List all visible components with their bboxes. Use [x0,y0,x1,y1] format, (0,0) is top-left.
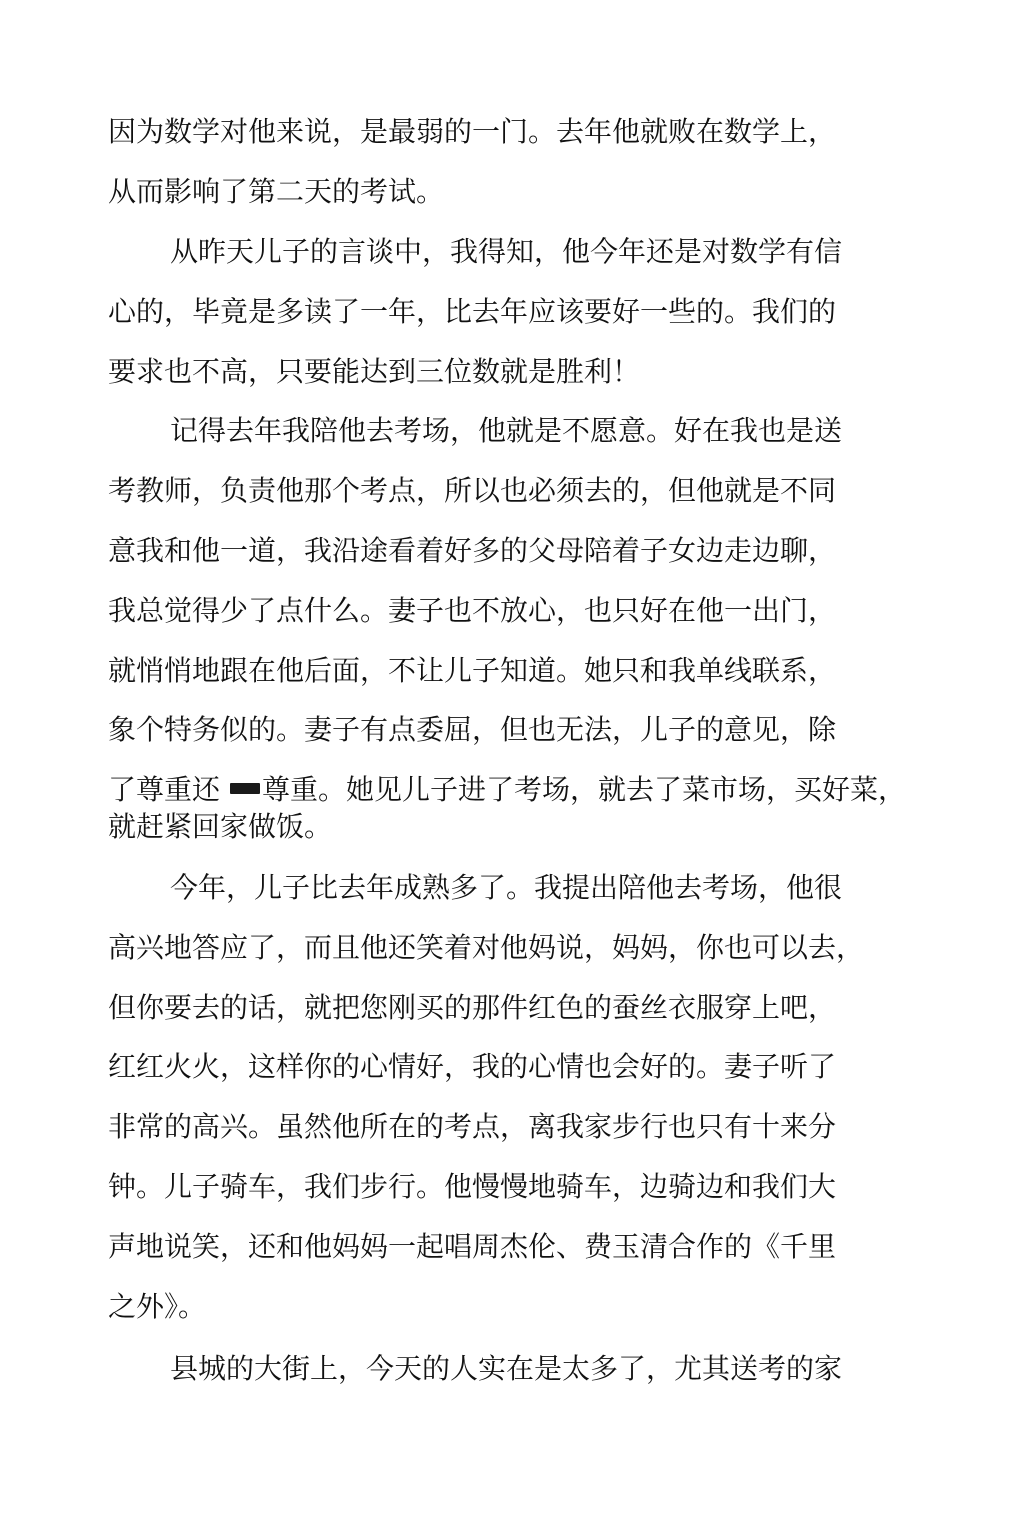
text-line: 就赶紧回家做饭。 [108,810,333,843]
ink-smudge-mark [230,783,260,794]
text-line: 非常的高兴。虽然他所在的考点，离我家步行也只有十来分 [108,1110,837,1143]
text-segment: 了尊重还 [108,773,221,806]
text-line: 意我和他一道，我沿途看着好多的父母陪着子女边走边聊， [108,534,837,567]
text-line: 我总觉得少了点什么。妻子也不放心，也只好在他一出门， [108,594,837,627]
text-line: 心的，毕竟是多读了一年，比去年应该要好一些的。我们的 [108,295,837,328]
text-line [108,773,906,807]
text-line: 象个特务似的。妻子有点委屈，但也无法，儿子的意见，除 [108,713,837,746]
text-line: 钟。儿子骑车，我们步行。他慢慢地骑车，边骑边和我们大 [108,1170,837,1203]
text-segment: 尊重。她见儿子进了考场，就去了菜市场，买好菜， [262,773,907,806]
text-line: 今年，儿子比去年成熟多了。我提出陪他去考场，他很 [170,871,843,904]
text-line: 之外》。 [108,1290,207,1323]
text-line: 红红火火，这样你的心情好，我的心情也会好的。妻子听了 [108,1050,837,1083]
text-line: 记得去年我陪他去考场，他就是不愿意。好在我也是送 [170,414,843,447]
text-line: 但你要去的话，就把您刚买的那件红色的蚕丝衣服穿上吧， [108,991,837,1024]
text-line: 因为数学对他来说，是最弱的一门。去年他就败在数学上， [108,115,837,148]
text-line: 声地说笑，还和他妈妈一起唱周杰伦、费玉清合作的《千里 [108,1230,837,1263]
text-line: 高兴地答应了，而且他还笑着对他妈说，妈妈，你也可以去， [108,931,865,964]
text-line: 考教师，负责他那个考点，所以也必须去的，但他就是不同 [108,474,837,507]
text-line: 县城的大街上，今天的人实在是太多了，尤其送考的家 [170,1352,843,1385]
text-line: 从而影响了第二天的考试。 [108,175,445,208]
text-line: 就悄悄地跟在他后面，不让儿子知道。她只和我单线联系， [108,654,837,687]
text-line: 要求也不高，只要能达到三位数就是胜利！ [108,355,641,388]
text-line: 从昨天儿子的言谈中，我得知，他今年还是对数学有信 [170,235,843,268]
